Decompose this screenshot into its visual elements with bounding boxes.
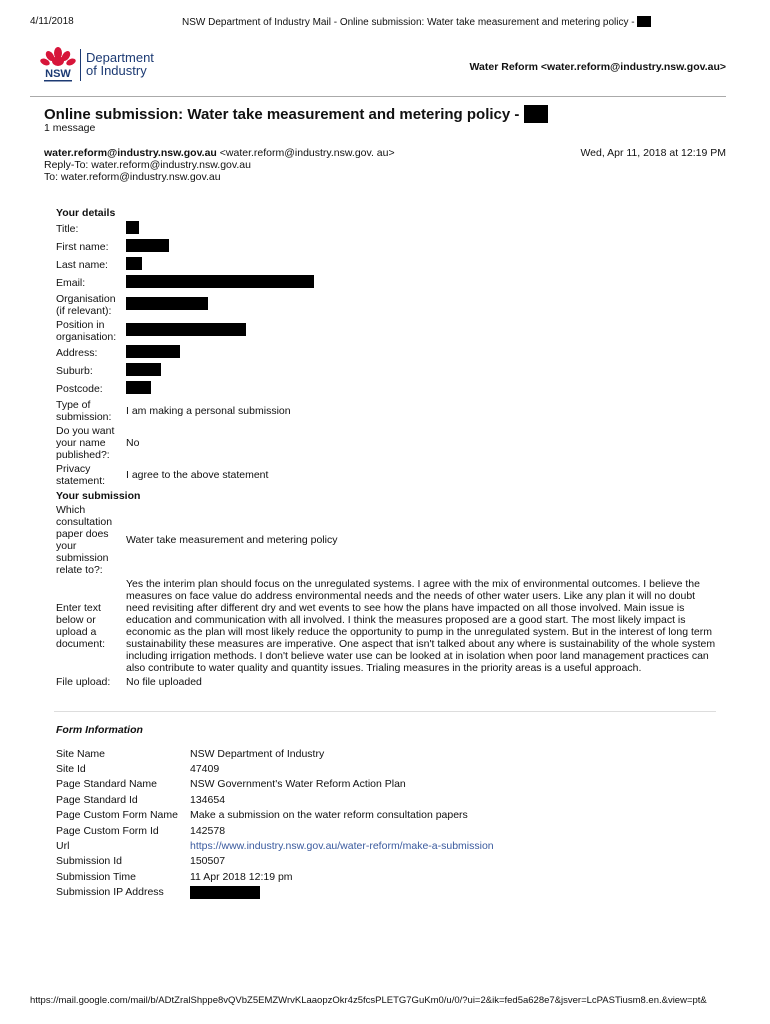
form-info-heading: Form Information — [56, 724, 143, 736]
privacy-value: I agree to the above statement — [126, 469, 269, 481]
redaction-block — [126, 297, 208, 310]
table-row: Site Name NSW Department of Industry — [56, 747, 325, 760]
publish-name-label: Do you want your name published?: — [56, 425, 115, 461]
email-subject: Online submission: Water take measurement and metering policy - — [44, 105, 548, 123]
logo-text: Department of Industry — [86, 50, 154, 78]
your-details-heading: Your details — [56, 207, 116, 219]
redaction-block — [126, 275, 314, 288]
print-title: NSW Department of Industry Mail - Online submission: Water take measurement and metering policy - — [182, 16, 762, 28]
submission-text: Yes the interim plan should focus on the unregulated systems. I agree with the mix of environmental outcomes. I believe the measures on face value do address environmental needs and the needs of other water users. Like any plan it will no doubt need revisiting after different dry and wet events to see how the plans have impacted on all those involved. Main issue is education and communication with all involved. I think the measures proposed are a good start. The most likely impact is economic as the plan will most likely reduce the opportunity to pump in the unregulated system. But in the interest of long term sustainability these measures are imperative. One aspect that isn't talked about any where is sustainability of the whole system including irrigation methods. I don't believe water use can be looked at in isolation when poor land management practices can also contribute to water quality and quantity issues. Trialing measures in the priority areas is a useful approach. — [126, 578, 716, 674]
position-label: Position in organisation: — [56, 319, 117, 343]
redaction-block — [126, 363, 161, 376]
table-row: Page Custom Form Id 142578 — [56, 824, 226, 837]
table-row: Submission IP Address — [56, 885, 494, 900]
table-row: Submission Id 150507 — [56, 855, 226, 868]
table-row: Page Standard Name NSW Government's Water Reform Action Plan — [56, 778, 406, 791]
to-line: To: water.reform@industry.nsw.gov.au — [44, 171, 221, 183]
table-row: Page Custom Form Name Make a submission on the water reform consultation papers — [56, 809, 468, 822]
redaction-block — [126, 257, 142, 270]
sender-block — [44, 147, 395, 183]
postcode-label: Postcode: — [56, 383, 103, 395]
redaction-block — [637, 16, 651, 27]
redaction-block — [126, 221, 139, 234]
redaction-block — [190, 886, 260, 899]
privacy-label: Privacy statement: — [56, 463, 106, 487]
title-label: Title: — [56, 223, 79, 235]
redaction-block — [524, 105, 548, 123]
email-label: Email: — [56, 277, 86, 289]
sender-address: <water.reform@industry.nsw.gov. au> — [219, 147, 395, 159]
sender-email[interactable]: water.reform@industry.nsw.gov.au — [44, 147, 217, 159]
form-info-divider — [54, 711, 716, 712]
first-name-label: First name: — [56, 241, 109, 253]
print-date: 4/11/2018 — [30, 16, 74, 27]
submission-type-label: Type of submission: — [56, 399, 112, 423]
form-info-table — [56, 746, 494, 900]
message-count: 1 message — [44, 122, 96, 134]
submission-type-value: I am making a personal submission — [126, 405, 291, 417]
logo-divider — [80, 49, 81, 81]
table-row: Url https://www.industry.nsw.gov.au/water-reform/make-a-submission — [56, 840, 494, 853]
email-date: Wed, Apr 11, 2018 at 12:19 PM — [580, 147, 726, 159]
print-footer-url: https://mail.google.com/mail/b/ADtZralShppe8vQVbZ5EMZWrvKLaaopzOkr4z5fcsPLETG7GuKm0/u/0/?ui=2&ik=fed5a628e7&jsver=LcPASTiusm8.en.&view=pt& — [30, 995, 707, 1006]
form-url-link[interactable]: https://www.industry.nsw.gov.au/water-reform/make-a-submission — [190, 840, 494, 853]
nsw-department-logo — [40, 47, 170, 85]
suburb-label: Suburb: — [56, 365, 93, 377]
redaction-block — [126, 239, 169, 252]
file-upload-value: No file uploaded — [126, 676, 202, 688]
redaction-block — [126, 323, 246, 336]
organisation-label: Organisation (if relevant): — [56, 293, 116, 317]
reply-to: Reply-To: water.reform@industry.nsw.gov.au — [44, 159, 251, 171]
nsw-wordmark: NSW — [45, 68, 71, 80]
redaction-block — [126, 345, 180, 358]
your-submission-heading: Your submission — [56, 490, 141, 502]
address-label: Address: — [56, 347, 98, 359]
mailbox-from: Water Reform <water.reform@industry.nsw.gov.au> — [469, 61, 726, 73]
redaction-block — [126, 381, 151, 394]
consultation-paper-label: Which consultation paper does your submission relate to?: — [56, 504, 113, 576]
file-upload-label: File upload: — [56, 676, 111, 688]
consultation-paper-value: Water take measurement and metering policy — [126, 534, 338, 546]
table-row: Site Id 47409 — [56, 763, 220, 776]
nsw-waratah-icon — [40, 47, 76, 85]
table-row: Page Standard Id 134654 — [56, 793, 226, 806]
submission-form — [56, 205, 726, 689]
publish-name-value: No — [126, 437, 140, 449]
table-row: Submission Time 11 Apr 2018 12:19 pm — [56, 870, 293, 883]
submission-text-label: Enter text below or upload a document: — [56, 602, 106, 650]
header-divider — [30, 96, 726, 97]
last-name-label: Last name: — [56, 259, 108, 271]
